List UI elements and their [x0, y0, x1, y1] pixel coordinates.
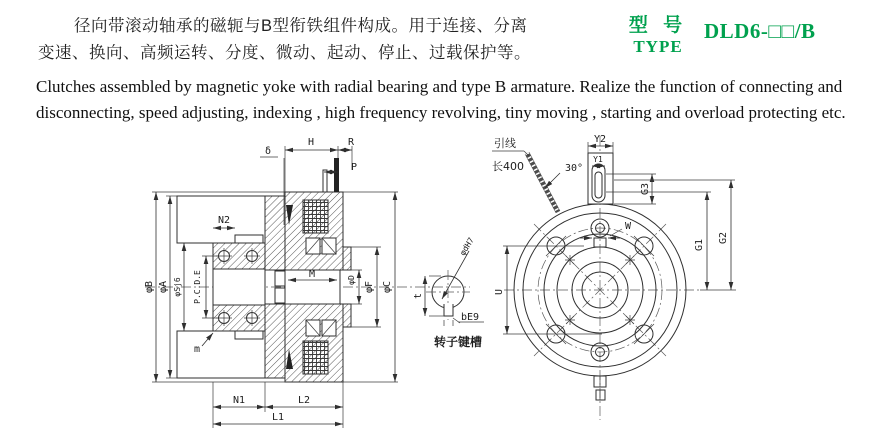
- dim-phi-c: φC: [382, 280, 393, 294]
- dim-y1: Y1: [593, 155, 603, 164]
- model-number: DLD6-□□/B: [704, 19, 816, 43]
- keyway-caption: 转子键槽: [433, 335, 483, 349]
- dim-n2: N2: [217, 215, 231, 226]
- dim-phi-f: φF: [364, 280, 375, 294]
- dim-phi-a: φA: [158, 280, 169, 294]
- chinese-description-line2: 变速、换向、高频运转、分度、微动、起动、停止、过载保护等。: [38, 44, 531, 62]
- english-description-line2: disconnecting, speed adjusting, indexing , high frequency revolving, tiny moving , starting and overload protecting etc.: [36, 102, 846, 122]
- dim-l1: L1: [271, 412, 285, 423]
- dim-r: R: [347, 137, 355, 148]
- dim-g1: G1: [694, 238, 705, 252]
- dim-m-chamfer: m: [193, 344, 201, 355]
- dim-g3: G3: [640, 182, 651, 196]
- dim-phi-d: φD: [347, 275, 356, 285]
- dim-p: P: [350, 162, 358, 173]
- lead-wire-label: 引线: [494, 137, 516, 150]
- dim-m-bore: M: [308, 269, 316, 280]
- dim-t: t: [413, 292, 424, 300]
- dim-h: H: [307, 137, 315, 148]
- dim-angle: 30°: [565, 163, 584, 174]
- english-description: [36, 74, 868, 125]
- chinese-description-line1: 径向带滚动轴承的磁轭与B型衔铁组件构成。用于连接、分离: [74, 17, 528, 35]
- keyway-detail-drawing: [413, 236, 484, 349]
- dim-n1: N1: [232, 395, 246, 406]
- type-block: [620, 10, 696, 57]
- dim-u: U: [494, 288, 505, 296]
- dim-key: bE9: [461, 312, 480, 323]
- dim-delta: δ: [264, 146, 272, 157]
- dim-g2: G2: [718, 231, 729, 245]
- front-view-drawing: [492, 134, 736, 420]
- dim-phi-b: φB: [144, 280, 155, 294]
- type-label-en: TYPE: [633, 37, 683, 56]
- dim-w: W: [624, 221, 632, 232]
- dim-bore: φdH7: [458, 235, 476, 258]
- dim-y2: Y2: [593, 134, 607, 145]
- dim-l2: L2: [297, 395, 311, 406]
- dim-phi-s: φSj6: [173, 277, 182, 297]
- dim-pcde: P.C.D.E: [193, 270, 202, 304]
- type-label-cn: 型 号: [628, 15, 688, 36]
- lead-wire-length: 长400: [492, 160, 524, 173]
- english-description-line1: Clutches assembled by magnetic yoke with radial bearing and type B armature. Realize the function of connecting and: [36, 77, 843, 96]
- section-view-drawing: [144, 137, 470, 428]
- chinese-description: [38, 13, 543, 67]
- technical-drawings: [140, 130, 875, 444]
